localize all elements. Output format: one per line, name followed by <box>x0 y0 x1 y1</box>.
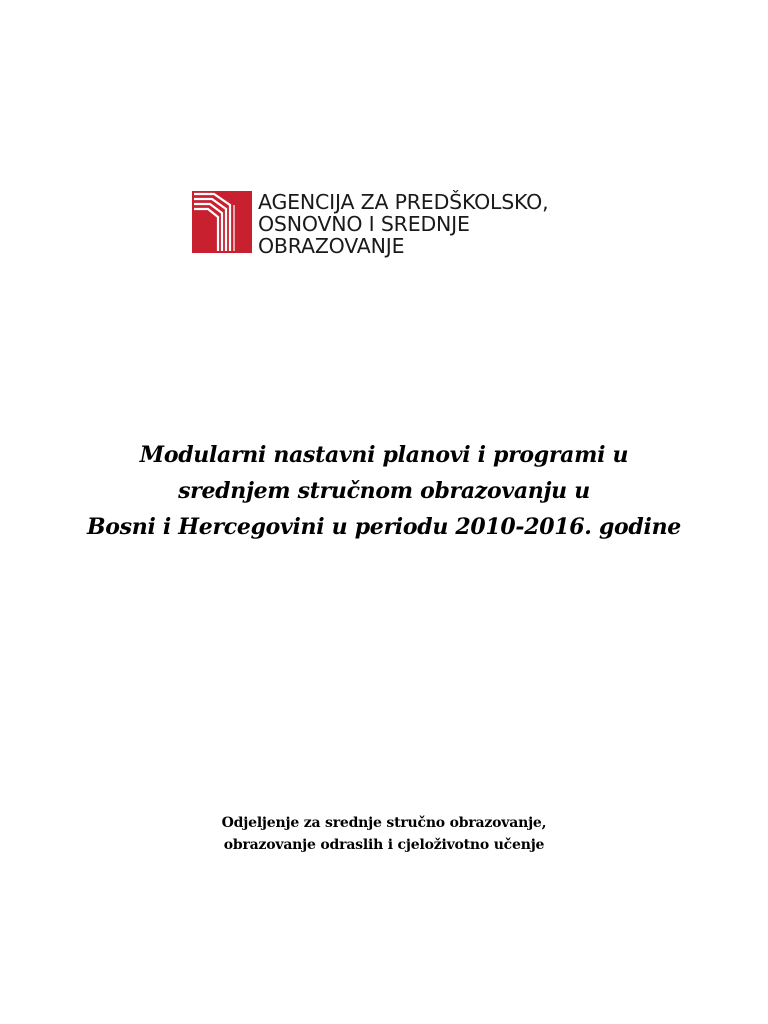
document-title-line-1: Modularni nastavni planovi i programi u <box>139 442 629 468</box>
department-line-1: Odjeljenje za srednje stručno obrazovanje, <box>221 815 547 831</box>
department-line-2: obrazovanje odraslih i cjeloživotno učenje <box>223 837 545 853</box>
agency-name <box>258 191 588 257</box>
agency-name-line-1: AGENCIJA ZA PREDŠKOLSKO, <box>258 190 549 214</box>
document-title <box>20 437 748 545</box>
department-name <box>100 812 668 856</box>
agency-name-line-2: OSNOVNO I SREDNJE <box>258 212 470 236</box>
agency-name-line-3: OBRAZOVANJE <box>258 234 405 258</box>
agency-logo <box>192 190 592 258</box>
book-logo-icon <box>192 191 252 253</box>
document-title-line-3: Bosni i Hercegovini u periodu 2010-2016. godine <box>87 514 681 540</box>
document-title-line-2: srednjem stručnom obrazovanju u <box>178 478 590 504</box>
